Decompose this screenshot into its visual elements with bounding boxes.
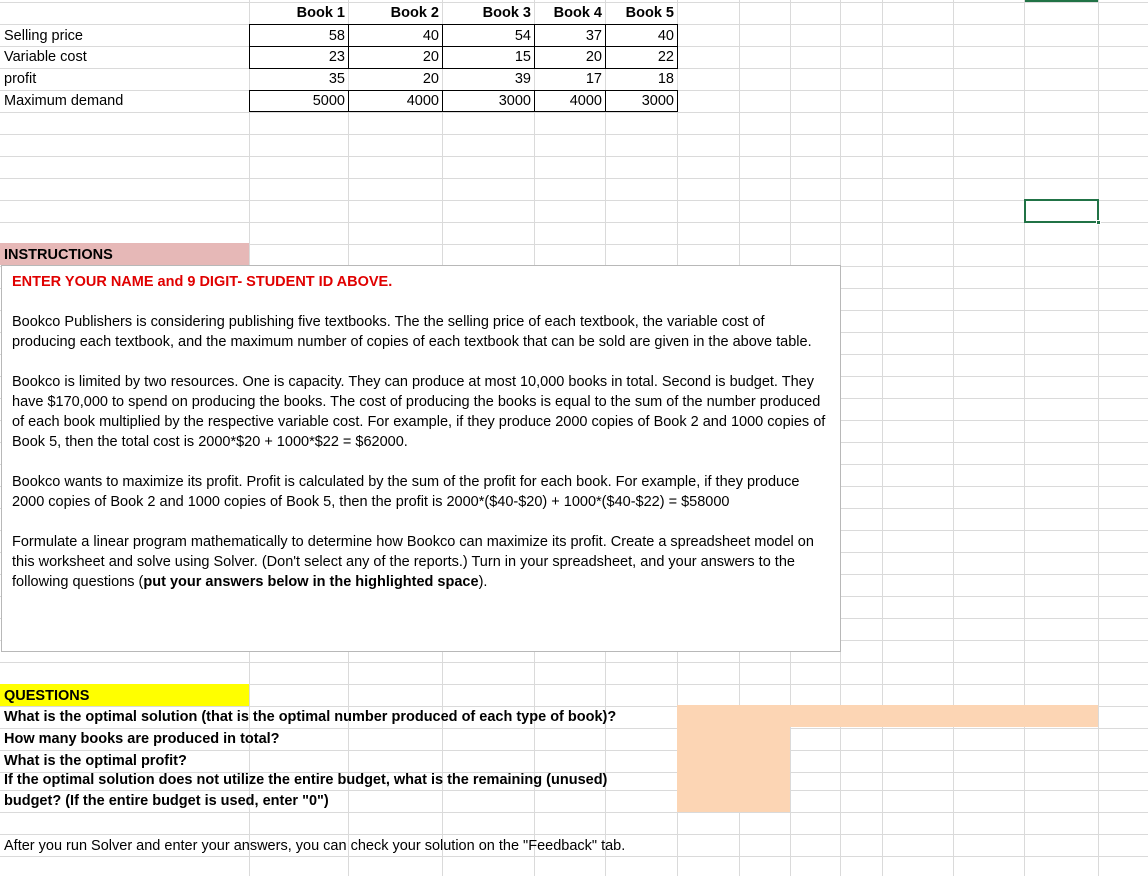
question-optimal-solution[interactable]: What is the optimal solution (that is the optimal number produced of each type of book)?: [4, 709, 617, 725]
p4-emphasis: put your answers below in the highlighted space: [143, 574, 479, 590]
value-cell[interactable]: 23: [328, 49, 345, 65]
gridline: [0, 178, 1148, 179]
gridline: [882, 0, 883, 876]
value-cell[interactable]: 15: [514, 49, 531, 65]
row-label-variable-cost[interactable]: Variable cost: [4, 49, 87, 65]
p4-end: ).: [478, 574, 488, 590]
selected-cell[interactable]: [1024, 199, 1099, 223]
gridline: [1024, 0, 1025, 876]
gridline: [953, 0, 954, 876]
value-cell[interactable]: 17: [585, 71, 602, 87]
value-cell[interactable]: 58: [328, 28, 345, 44]
answer-cell-optimal-solution[interactable]: [677, 705, 1098, 727]
instructions-paragraph-2: Bookco is limited by two resources. One is capacity. They can produce at most 10,000 books in total. Second is budget. They have $170,000 to spend on producing the books. The cost of producing the books is equal to the sum of the number produced of each book multiplied by the respective variable cost. For example, if they produce 2000 copies of Book 2 and 1000 copies of Book 5, then the total cost is 2000*$20 + 1000*$22 = $62000.: [12, 374, 826, 450]
value-cell[interactable]: 20: [422, 49, 439, 65]
value-cell[interactable]: 18: [657, 71, 674, 87]
gridline: [0, 662, 1148, 663]
questions-heading[interactable]: QUESTIONS: [4, 688, 90, 704]
header-book-5[interactable]: Book 5: [625, 5, 674, 21]
question-total-books[interactable]: How many books are produced in total?: [4, 731, 280, 747]
value-cell[interactable]: 20: [422, 71, 439, 87]
gridline: [0, 200, 1148, 201]
value-cell[interactable]: 22: [657, 49, 674, 65]
value-cell[interactable]: 5000: [312, 93, 345, 109]
answer-cells-totals[interactable]: [677, 727, 790, 812]
gridline: [1098, 0, 1099, 876]
row-label-maximum-demand[interactable]: Maximum demand: [4, 93, 124, 109]
header-book-4[interactable]: Book 4: [553, 5, 602, 21]
p4-text: Formulate a linear program mathematically to determine how Bookco can maximize its profit. Create a spreadsheet model on this worksheet and solve using Solver. (Don't select any of the reports.) Turn in your spreadsheet, and your answers to the following questions (: [12, 534, 814, 590]
value-cell[interactable]: 37: [585, 28, 602, 44]
question-remaining-budget-line-1[interactable]: If the optimal solution does not utilize the entire budget, what is the remaining (unused): [4, 772, 608, 788]
instructions-textbox[interactable]: [1, 265, 841, 652]
feedback-note[interactable]: After you run Solver and enter your answers, you can check your solution on the "Feedback" tab.: [4, 838, 626, 854]
instructions-paragraph-4: [12, 532, 830, 592]
value-cell[interactable]: 40: [422, 28, 439, 44]
gridline: [0, 112, 1148, 113]
question-optimal-profit[interactable]: What is the optimal profit?: [4, 753, 187, 769]
gridline: [0, 156, 1148, 157]
row-label-profit[interactable]: profit: [4, 71, 37, 87]
instructions-paragraph-1: Bookco Publishers is considering publishing five textbooks. The the selling price of each textbook, the variable cost of producing each textbook, and the maximum number of copies of each textbook that can be sold are given in the above table.: [12, 314, 812, 350]
fill-handle[interactable]: [1096, 220, 1101, 225]
value-cell[interactable]: 4000: [406, 93, 439, 109]
row-label-selling-price[interactable]: Selling price: [4, 28, 83, 44]
question-remaining-budget-line-2[interactable]: budget? (If the entire budget is used, enter "0"): [4, 793, 329, 809]
gridline: [0, 134, 1148, 135]
header-book-1[interactable]: Book 1: [296, 5, 345, 21]
student-id-warning: ENTER YOUR NAME and 9 DIGIT- STUDENT ID ABOVE.: [12, 274, 393, 290]
value-cell[interactable]: 54: [514, 28, 531, 44]
instructions-heading[interactable]: INSTRUCTIONS: [4, 247, 113, 263]
value-cell[interactable]: 39: [514, 71, 531, 87]
header-book-2[interactable]: Book 2: [390, 5, 439, 21]
value-cell[interactable]: 40: [657, 28, 674, 44]
instructions-paragraph-3: Bookco wants to maximize its profit. Profit is calculated by the sum of the profit for each book. For example, if they produce 2000 copies of Book 2 and 1000 copies of Book 5, then the profit is 2000*($40-$20) + 1000*($40-$22) = $58000: [12, 474, 800, 510]
gridline: [0, 222, 1148, 223]
value-cell[interactable]: 4000: [569, 93, 602, 109]
value-cell[interactable]: 3000: [498, 93, 531, 109]
gridline: [0, 812, 1148, 813]
value-cell[interactable]: 35: [328, 71, 345, 87]
active-column-indicator: [1025, 0, 1098, 2]
value-cell[interactable]: 3000: [641, 93, 674, 109]
header-book-3[interactable]: Book 3: [482, 5, 531, 21]
value-cell[interactable]: 20: [585, 49, 602, 65]
